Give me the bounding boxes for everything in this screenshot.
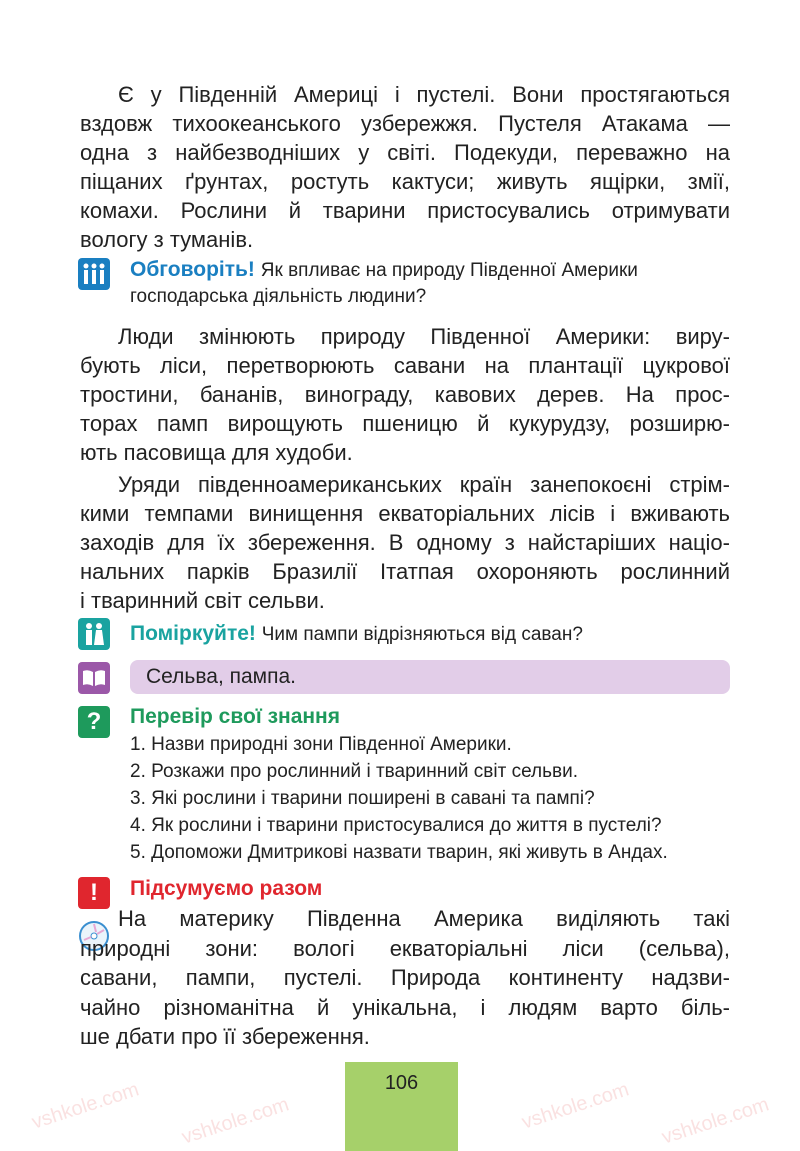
text-line: і тваринний світ сельви. xyxy=(80,588,325,613)
text-line: Люди змінюють природу Південної Америки: виру- xyxy=(118,324,730,349)
exclamation-icon: ! xyxy=(78,877,110,909)
text-line: одна з найбезводніших у світі. Подекуди, переважно на xyxy=(80,140,730,165)
think-title: Поміркуйте! xyxy=(130,622,256,645)
discuss-question-line2: господарська діяльність людини? xyxy=(130,286,427,307)
check-question-item: 2. Розкажи про рослинний і тваринний світ сельви. xyxy=(130,761,578,782)
text-line: торах памп вирощують пшеницю й кукурудзу, розширю- xyxy=(80,411,730,436)
keywords-text: Сельва, пампа. xyxy=(146,665,296,688)
watermark-text: vshkole.com xyxy=(29,1078,142,1134)
check-question-item: 5. Допоможи Дмитрикові назвати тварин, які живуть в Андах. xyxy=(130,842,668,863)
page-number: 106 xyxy=(345,1062,458,1151)
text-line: кими темпами винищення екваторіальних лісів і вживають xyxy=(80,501,730,526)
text-line: комахи. Рослини й тварини пристосувались отримувати xyxy=(80,198,730,223)
watermark-text: vshkole.com xyxy=(179,1093,292,1149)
text-line: вздовж тихоокеанського узбережжя. Пустеля Атакама — xyxy=(80,111,730,136)
check-question-item: 1. Назви природні зони Південної Америки. xyxy=(130,734,512,755)
think-people-icon xyxy=(78,618,110,650)
text-line: заходів для їх збереження. В одному з найстаріших націо- xyxy=(80,530,730,555)
text-line: ше дбати про її збереження. xyxy=(80,1024,370,1049)
keywords-box xyxy=(130,660,730,694)
check-title: Перевір свої знання xyxy=(130,705,340,728)
discussion-people-icon xyxy=(78,258,110,290)
open-book-icon xyxy=(78,662,110,694)
text-line: ють пасовища для худоби. xyxy=(80,440,353,465)
text-line: Уряди південноамериканських країн занепокоєні стрім- xyxy=(118,472,730,497)
think-block xyxy=(130,622,583,647)
question-mark-icon: ? xyxy=(78,706,110,738)
watermark-text: vshkole.com xyxy=(659,1093,772,1149)
text-line: природні зони: вологі екваторіальні ліси (сельва), xyxy=(80,935,730,961)
text-line: нальних парків Бразилії Ітатпая охороняють рослинний xyxy=(80,559,730,584)
summary-title: Підсумуємо разом xyxy=(130,877,323,900)
text-line: чайно різноманітна й унікальна, і людям варто біль- xyxy=(80,994,730,1020)
text-line: бують ліси, перетворюють савани на плантації цукрової xyxy=(80,353,730,378)
discuss-block xyxy=(130,258,638,283)
watermark-text: vshkole.com xyxy=(519,1078,632,1134)
text-line: На материку Південна Америка виділяють такі xyxy=(118,906,730,931)
discuss-title: Обговоріть! xyxy=(130,258,255,281)
think-question: Чим пампи відрізняються від саван? xyxy=(261,624,583,645)
text-line: вологу з туманів. xyxy=(80,227,254,252)
discuss-question-line1: Як впливає на природу Південної Америки xyxy=(260,260,638,281)
text-line: Є у Південній Америці і пустелі. Вони простягаються xyxy=(118,82,730,107)
text-line: піщаних ґрунтах, ростуть кактуси; живуть ящірки, змії, xyxy=(80,169,730,194)
check-question-item: 4. Як рослини і тварини пристосувалися до життя в пустелі? xyxy=(130,815,662,836)
check-question-item: 3. Які рослини і тварини поширені в савані та пампі? xyxy=(130,788,595,809)
text-line: савани, пампи, пустелі. Природа континенту надзви- xyxy=(80,965,730,990)
text-line: тростини, бананів, винограду, кавових дерев. На прос- xyxy=(80,382,730,407)
